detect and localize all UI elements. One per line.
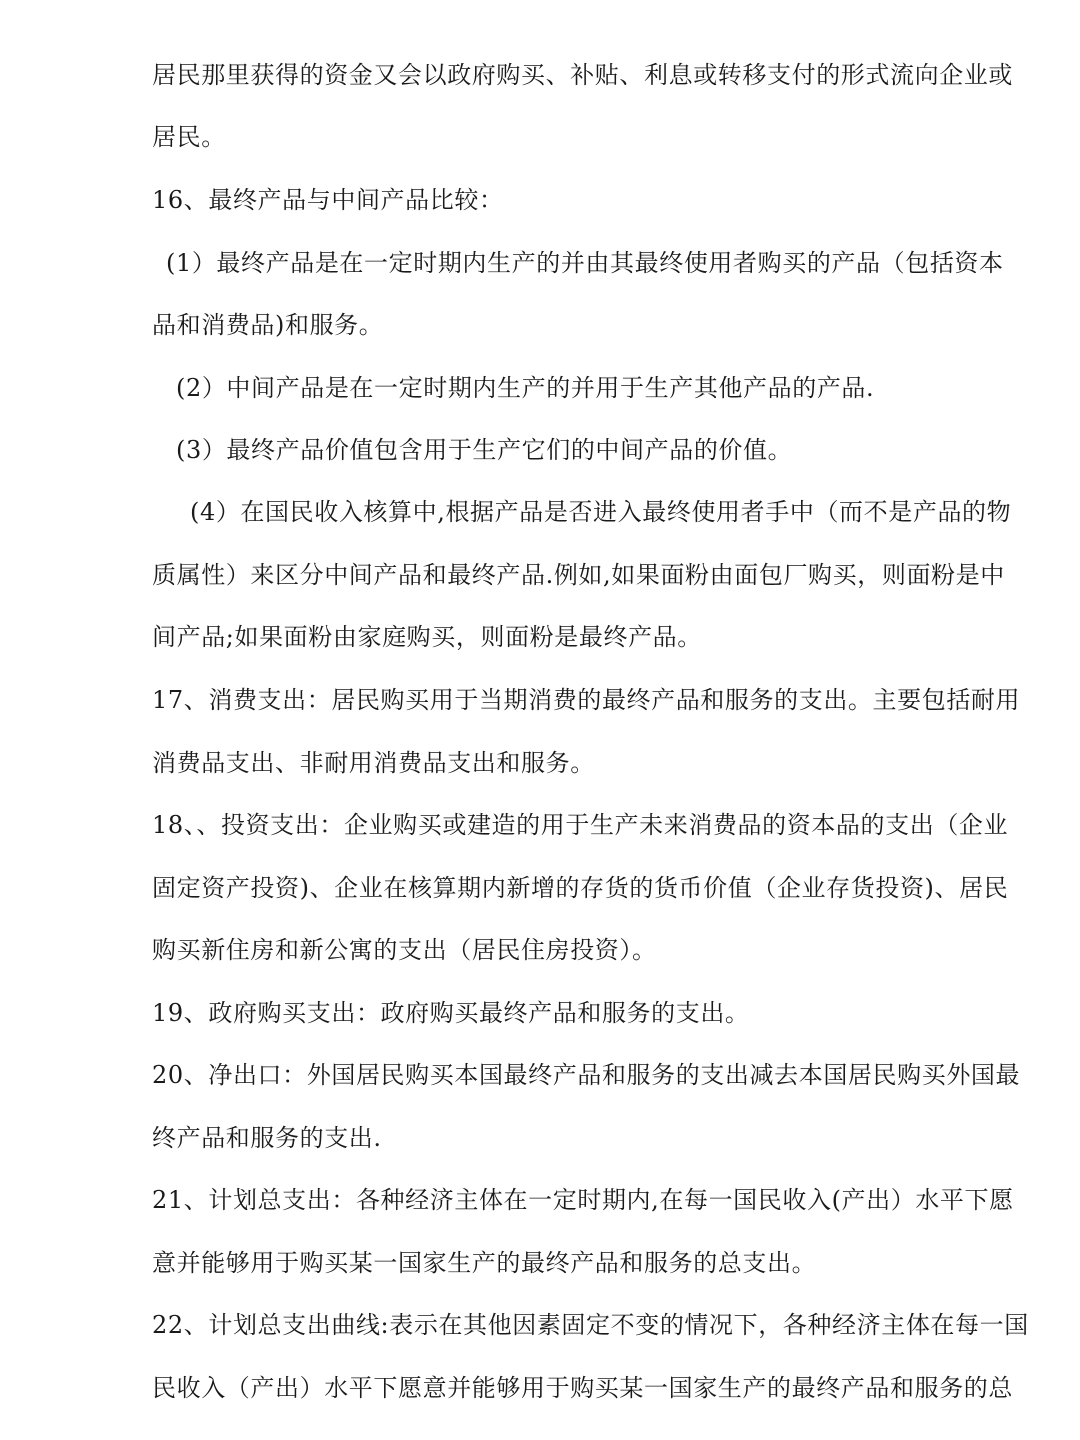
text-line: 质属性）来区分中间产品和最终产品.例如,如果面粉由面包厂购买，则面粉是中 [152,561,1005,589]
text-line: 终产品和服务的支出. [152,1124,382,1152]
text-line: 居民那里获得的资金又会以政府购买、补贴、利息或转移支付的形式流向企业或 [152,61,1013,89]
section-heading: 16、最终产品与中间产品比较： [152,186,504,214]
text-line: 消费品支出、非耐用消费品支出和服务。 [152,749,595,777]
section-heading: 19、政府购买支出：政府购买最终产品和服务的支出。 [152,999,750,1027]
list-item: (3）最终产品价值包含用于生产它们的中间产品的价值。 [176,436,793,464]
section-heading: 22、计划总支出曲线:表示在其他因素固定不变的情况下，各种经济主体在每一国 [152,1311,1029,1339]
text-line: 固定资产投资)、企业在核算期内新增的存货的货币价值（企业存货投资)、居民 [152,874,1009,902]
section-heading: 21、计划总支出：各种经济主体在一定时期内,在每一国民收入(产出）水平下愿 [152,1186,1014,1214]
list-item: (1）最终产品是在一定时期内生产的并由其最终使用者购买的产品（包括资本 [166,249,1004,277]
section-heading: 18、、投资支出：企业购买或建造的用于生产未来消费品的资本品的支出（企业 [152,811,1009,839]
text-line: 民收入（产出）水平下愿意并能够用于购买某一国家生产的最终产品和服务的总 [152,1374,1013,1402]
text-line: 品和消费品)和服务。 [152,311,384,339]
list-item: (4）在国民收入核算中,根据产品是否进入最终使用者手中（而不是产品的物 [190,498,1012,526]
list-item: (2）中间产品是在一定时期内生产的并用于生产其他产品的产品. [176,374,875,402]
text-line: 间产品;如果面粉由家庭购买，则面粉是最终产品。 [152,623,702,651]
text-line: 居民。 [152,123,226,151]
text-line: 购买新住房和新公寓的支出（居民住房投资）。 [152,936,657,964]
section-heading: 20、净出口：外国居民购买本国最终产品和服务的支出减去本国居民购买外国最 [152,1061,1021,1089]
section-heading: 17、消费支出：居民购买用于当期消费的最终产品和服务的支出。主要包括耐用 [152,686,1021,714]
text-line: 意并能够用于购买某一国家生产的最终产品和服务的总支出。 [152,1249,817,1277]
